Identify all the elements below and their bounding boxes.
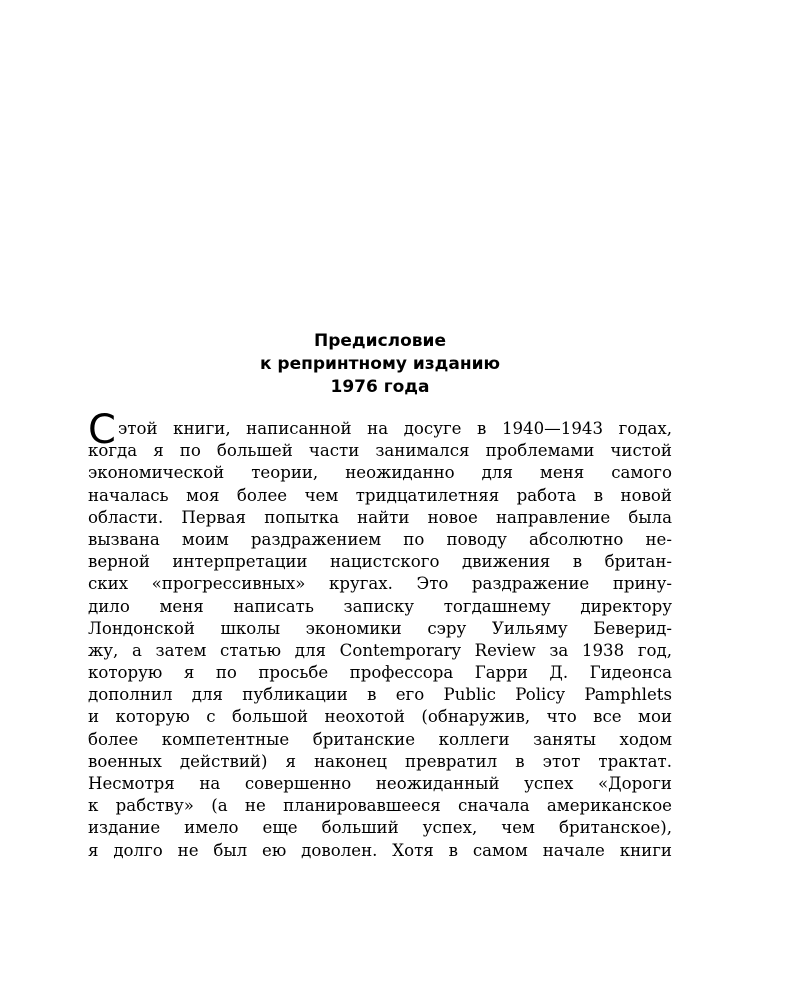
body-text (88, 407, 672, 862)
heading-line-2: к репринтному изданию (259, 354, 501, 374)
text-line: Несмотря на совершенно неожиданный успех «Дороги (88, 774, 672, 793)
text-line: вызвана моим раздражением по поводу абсолютно не- (88, 529, 672, 549)
text-line: более компетентные британские коллеги заняты ходом (88, 729, 672, 749)
text-line: этой книги, написанной на досуге в 1940—1943 годах, (118, 419, 672, 438)
text-line: верной интерпретации нацистского движения в британ- (88, 552, 672, 572)
text-line: и которую с большой неохотой (обнаружив, что все мои (88, 707, 672, 727)
chapter-heading (0, 330, 760, 399)
text-line: к рабству» (а не планировавшееся сначала американское (88, 796, 672, 816)
text-line: которую я по просьбе профессора Гарри Д. Гидеонса (88, 663, 672, 683)
text-line: жу, а затем статью для Contemporary Review за 1938 год, (88, 640, 672, 660)
text-line: издание имело еще больший успех, чем британское), (88, 818, 672, 838)
text-line: когда я по большей части занимался проблемами чистой (88, 441, 672, 461)
text-line: экономической теории, неожиданно для меня самого (88, 463, 672, 483)
drop-cap: С (88, 407, 116, 453)
heading-line-3: 1976 года (330, 377, 430, 397)
text-line: дило меня написать записку тогдашнему директору (88, 596, 672, 616)
text-line: дополнил для публикации в его Public Policy Pamphlets (88, 685, 672, 705)
text-line: области. Первая попытка найти новое направление была (88, 507, 672, 527)
text-line: я долго не был ею доволен. Хотя в самом начале книги (88, 840, 672, 860)
heading-line-1: Предисловие (314, 331, 446, 351)
text-line: началась моя более чем тридцатилетняя работа в новой (88, 485, 672, 505)
text-line: ских «прогрессивных» кругах. Это раздражение прину- (88, 574, 672, 594)
text-line: военных действий) я наконец превратил в этот трактат. (88, 751, 672, 771)
text-line: Лондонской школы экономики сэру Уильяму Беверид- (88, 618, 672, 638)
